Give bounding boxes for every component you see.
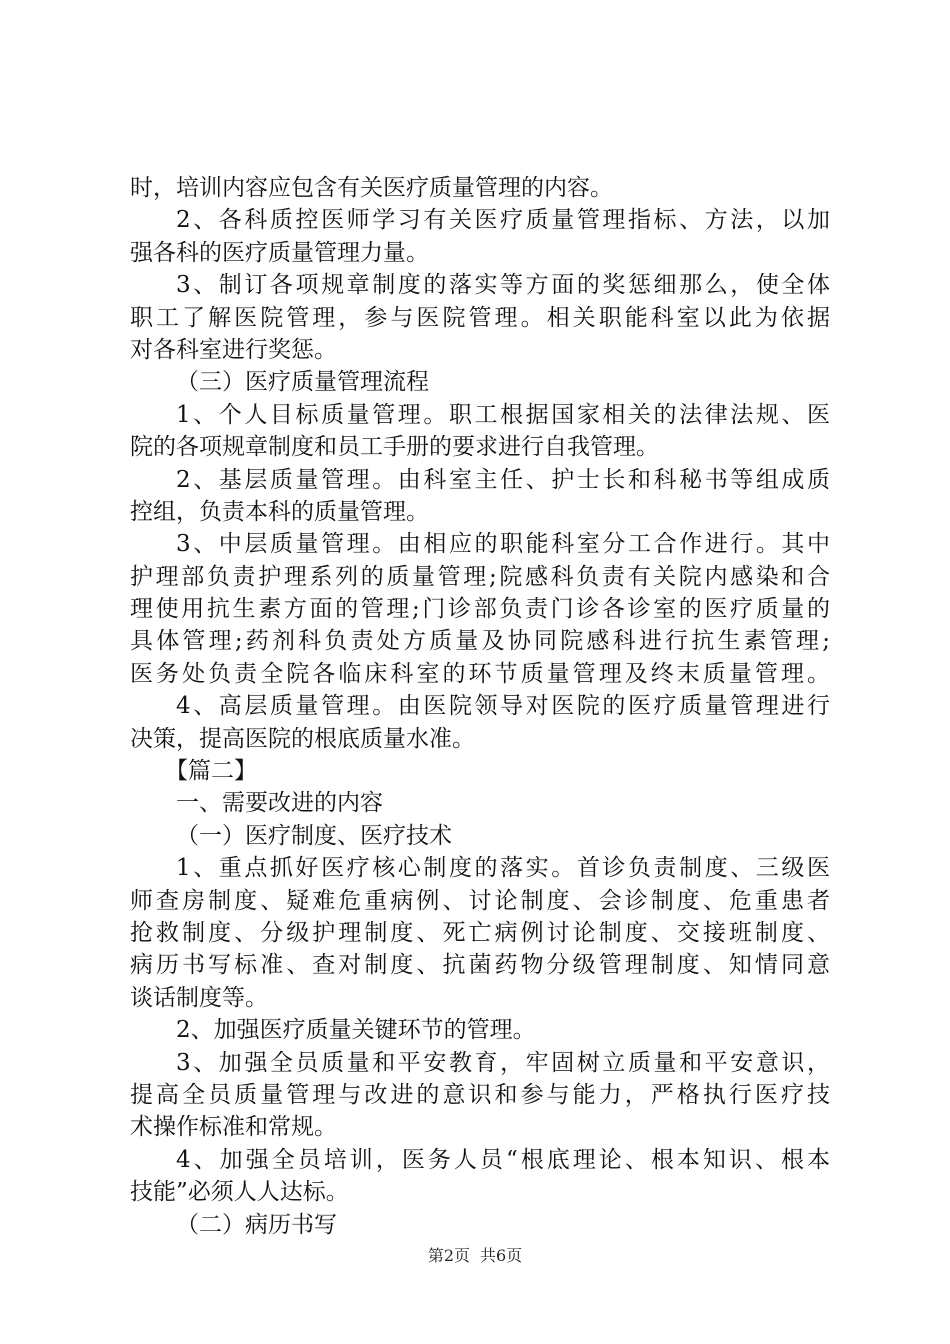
text-line: 3、加强全员质量和平安教育，牢固树立质量和平安意识， (176, 1049, 830, 1076)
text-line: 2、加强医疗质量关键环节的管理。 (176, 1017, 536, 1044)
text-line: 院的各项规章制度和员工手册的要求进行自我管理。 (130, 434, 659, 461)
text-line: 对各科室进行奖惩。 (130, 336, 337, 363)
text-line: 术操作标准和常规。 (130, 1114, 337, 1141)
text-line: 决策，提高医院的根底质量水准。 (130, 725, 475, 752)
page-total: 共6页 (480, 1246, 523, 1265)
text-line: 师查房制度、疑难危重病例、讨论制度、会诊制度、危重患者 (130, 887, 830, 914)
section-heading: 【篇二】 (165, 758, 257, 785)
text-line: 职工了解医院管理，参与医院管理。相关职能科室以此为依据 (130, 304, 830, 331)
document-body (130, 172, 830, 1241)
text-line: 医务处负责全院各临床科室的环节质量管理及终末质量管理。 (130, 660, 830, 687)
section-heading: （二）病历书写 (176, 1211, 337, 1238)
text-line: 时，培训内容应包含有关医疗质量管理的内容。 (130, 175, 613, 201)
text-line: 1、个人目标质量管理。职工根据国家相关的法律法规、医 (176, 401, 830, 428)
page-footer (0, 1243, 950, 1266)
text-line: 3、中层质量管理。由相应的职能科室分工合作进行。其中 (176, 531, 830, 558)
text-line: 护理部负责护理系列的质量管理;院感科负责有关院内感染和合 (130, 563, 830, 590)
text-line: 4、高层质量管理。由医院领导对医院的医疗质量管理进行 (176, 693, 830, 720)
section-heading: 一、需要改进的内容 (176, 790, 383, 817)
page-number: 第2页 (427, 1246, 470, 1265)
text-line: 理使用抗生素方面的管理;门诊部负责门诊各诊室的医疗质量的 (130, 596, 830, 623)
text-line: 控组，负责本科的质量管理。 (130, 498, 429, 525)
text-line: 技能”必须人人达标。 (130, 1179, 349, 1206)
text-line: 谈话制度等。 (130, 984, 268, 1011)
text-line: 4、加强全员培训，医务人员“根底理论、根本知识、根本 (176, 1146, 830, 1173)
text-line: 1、重点抓好医疗核心制度的落实。首诊负责制度、三级医 (176, 855, 830, 882)
text-line: 3、制订各项规章制度的落实等方面的奖惩细那么，使全体 (176, 272, 830, 299)
text-line: 强各科的医疗质量管理力量。 (130, 239, 429, 266)
text-line: 2、各科质控医师学习有关医疗质量管理指标、方法，以加 (176, 207, 830, 234)
text-line: 抢救制度、分级护理制度、死亡病例讨论制度、交接班制度、 (130, 919, 830, 946)
text-line: 具体管理;药剂科负责处方质量及协同院感科进行抗生素管理; (130, 628, 830, 655)
section-heading: （三）医疗质量管理流程 (176, 369, 429, 396)
text-line: 病历书写标准、查对制度、抗菌药物分级管理制度、知情同意 (130, 952, 830, 979)
text-line: 2、基层质量管理。由科室主任、护士长和科秘书等组成质 (176, 466, 830, 493)
section-heading: （一）医疗制度、医疗技术 (176, 822, 452, 849)
text-line: 提高全员质量管理与改进的意识和参与能力，严格执行医疗技 (130, 1081, 830, 1108)
